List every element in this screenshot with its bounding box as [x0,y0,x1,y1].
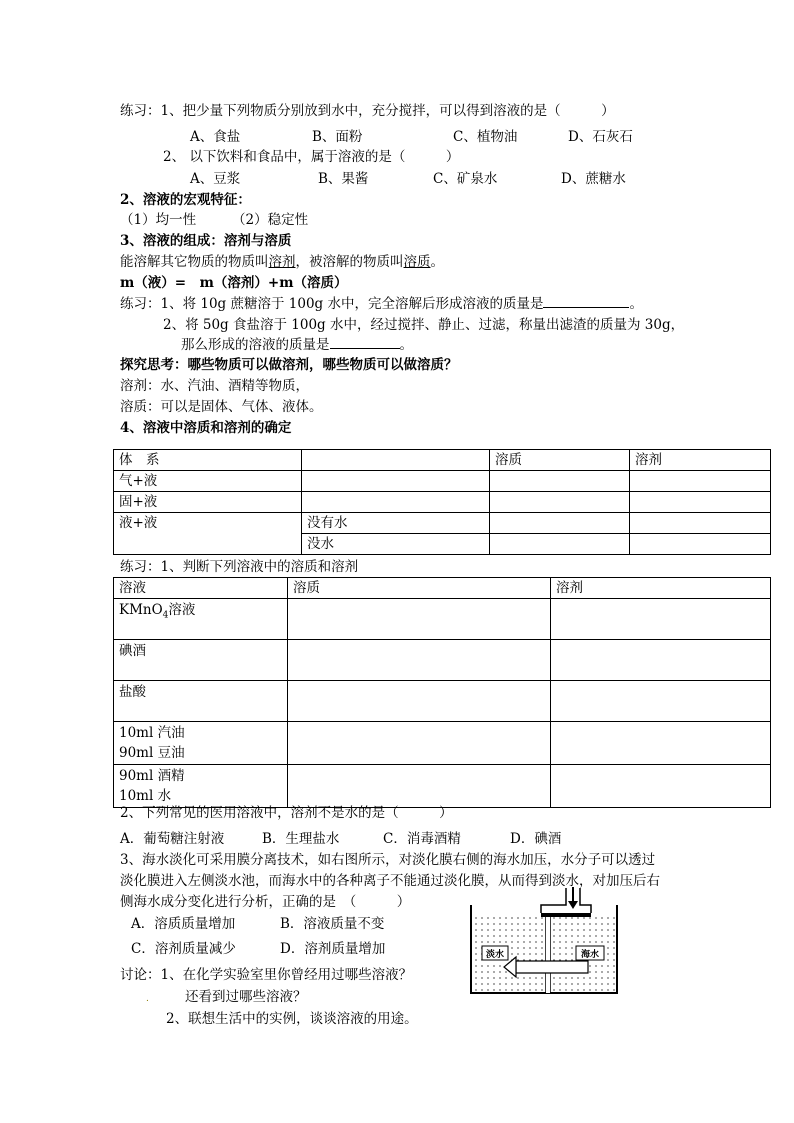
answer-cell[interactable] [490,534,630,555]
answer-cell[interactable] [630,492,771,513]
q2-option-b: B、果酱 [318,171,369,187]
discussion-line3: 2、联想生活中的实例，谈谈溶液的用途。 [166,1011,418,1027]
answer-blank[interactable] [330,336,400,349]
q2-option-a: A、豆浆 [190,171,241,187]
q2-option-c: C、矿泉水 [433,171,498,187]
flow-arrow-icon [516,961,588,973]
stray-dot: . [146,994,149,1004]
term-solvent: 溶剂 [268,254,296,270]
exercise1-question1: 练习：1、把少量下列物质分别放到水中，充分搅拌，可以得到溶液的是（ ） [120,103,615,119]
mass-formula: m（液）= m（溶剂）+m（溶质） [120,275,348,291]
header-system: 体 系 [114,450,302,471]
q2-option-c: C．消毒酒精 [383,831,461,847]
q2-option-d: D、蔗糖水 [561,171,626,187]
table-row: 10ml 汽油 90ml 豆油 [114,722,771,765]
discussion-line2: 还看到过哪些溶液？ [185,989,307,1005]
feature-uniformity: （1）均一性 [120,212,197,228]
feature-stability: （2）稳定性 [232,212,309,228]
desalination-diagram [468,885,620,997]
header-solvent: 溶剂 [551,578,771,599]
q3-option-a: A．溶质质量增加 [131,916,236,932]
answer-cell[interactable] [490,513,630,534]
exercise4-title: 练习：1、判断下列溶液中的溶质和溶剂 [120,559,359,575]
answer-blank[interactable] [543,295,629,308]
q1-option-c: C、植物油 [453,129,518,145]
explore-title: 探究思考：哪些物质可以做溶剂，哪些物质可以做溶质？ [120,357,458,373]
section3-title: 3、溶液的组成：溶剂与溶质 [120,233,292,249]
header-solution: 溶液 [114,578,288,599]
table-row: 液+液 没有水 [114,513,771,534]
explore-solvent: 溶剂：水、汽油、酒精等物质， [120,378,309,394]
answer-cell[interactable] [490,471,630,492]
section2-title: 2、溶液的宏观特征： [120,192,251,208]
answer-cell[interactable] [551,765,771,808]
sea-water-label: 海水 [580,950,600,960]
table-row: 固+液 [114,492,771,513]
header-solute: 溶质 [490,450,630,471]
answer-cell[interactable] [288,681,551,722]
header-solute: 溶质 [288,578,551,599]
table-row: 碘酒 [114,640,771,681]
header-solvent: 溶剂 [630,450,771,471]
table-row: 90ml 酒精 10ml 水 [114,765,771,808]
exercise1-question2: 2、 以下饮料和食品中，属于溶液的是（ ） [163,149,460,165]
answer-cell[interactable] [630,513,771,534]
answer-cell[interactable] [630,534,771,555]
section3-exercise2: 2、将 50g 食盐溶于 100g 水中，经过搅拌、静止、过滤，称量出滤渣的质量为 30g， [163,317,685,333]
explore-solute: 溶质：可以是固体、气体、液体。 [120,399,323,415]
answer-cell[interactable] [630,471,771,492]
q2-option-d: D．碘酒 [510,831,562,847]
header-blank [302,450,490,471]
answer-cell[interactable] [288,722,551,765]
answer-cell[interactable] [288,765,551,808]
answer-cell[interactable] [288,599,551,640]
answer-cell[interactable] [288,640,551,681]
table-header-row [114,578,771,599]
section3-exercise1: 练习：1、将 10g 蔗糖溶于 100g 水中，完全溶解后形成溶液的质量是 。 [120,296,643,312]
piston [541,913,591,917]
question3-line2: 淡化膜进入左侧淡水池，而海水中的各种离子不能通过淡化膜，从而得到淡水，对加压后右 [120,873,660,889]
solvent-solute-definition: 能溶解其它物质的物质叫溶剂，被溶解的物质叫溶质。 [120,254,444,270]
answer-cell[interactable] [551,640,771,681]
section4-title: 4、溶液中溶质和溶剂的确定 [120,420,292,436]
discussion-line1: 讨论：1、在化学实验室里你曾经用过哪些溶液？ [120,967,413,983]
answer-cell[interactable] [551,599,771,640]
identify-table [113,577,771,808]
q3-option-b: B．溶液质量不变 [280,916,385,932]
q3-option-c: C．溶剂质量减少 [131,941,236,957]
question3-line3: 侧海水成分变化进行分析，正确的是 （ ） [120,894,411,910]
q1-option-b: B、面粉 [312,129,363,145]
q1-option-d: D、石灰石 [568,129,633,145]
answer-cell[interactable] [551,681,771,722]
table-row: 盐酸 [114,681,771,722]
table-row: 气+液 [114,471,771,492]
table-row: 没水 [114,534,771,555]
question3-line1: 3、海水淡化可采用膜分离技术，如右图所示，对淡化膜右侧的海水加压，水分子可以透过 [120,852,656,868]
question2-text: 2、下列常见的医用溶液中，溶剂不是水的是（ ） [120,805,453,821]
solute-solvent-table [113,449,771,555]
table-row: KMnO$_4$溶液 [114,599,771,640]
table-header-row [114,450,771,471]
answer-cell[interactable] [551,722,771,765]
q2-option-b: B．生理盐水 [262,831,340,847]
term-solute: 溶质 [403,254,431,270]
q1-option-a: A、食盐 [190,129,241,145]
section3-exercise2-cont: 那么形成的溶液的质量是 。 [181,337,413,353]
fresh-water-label: 淡水 [485,950,505,960]
q2-option-a: A．葡萄糖注射液 [120,831,225,847]
answer-cell[interactable] [490,492,630,513]
q3-option-d: D．溶剂质量增加 [280,941,386,957]
